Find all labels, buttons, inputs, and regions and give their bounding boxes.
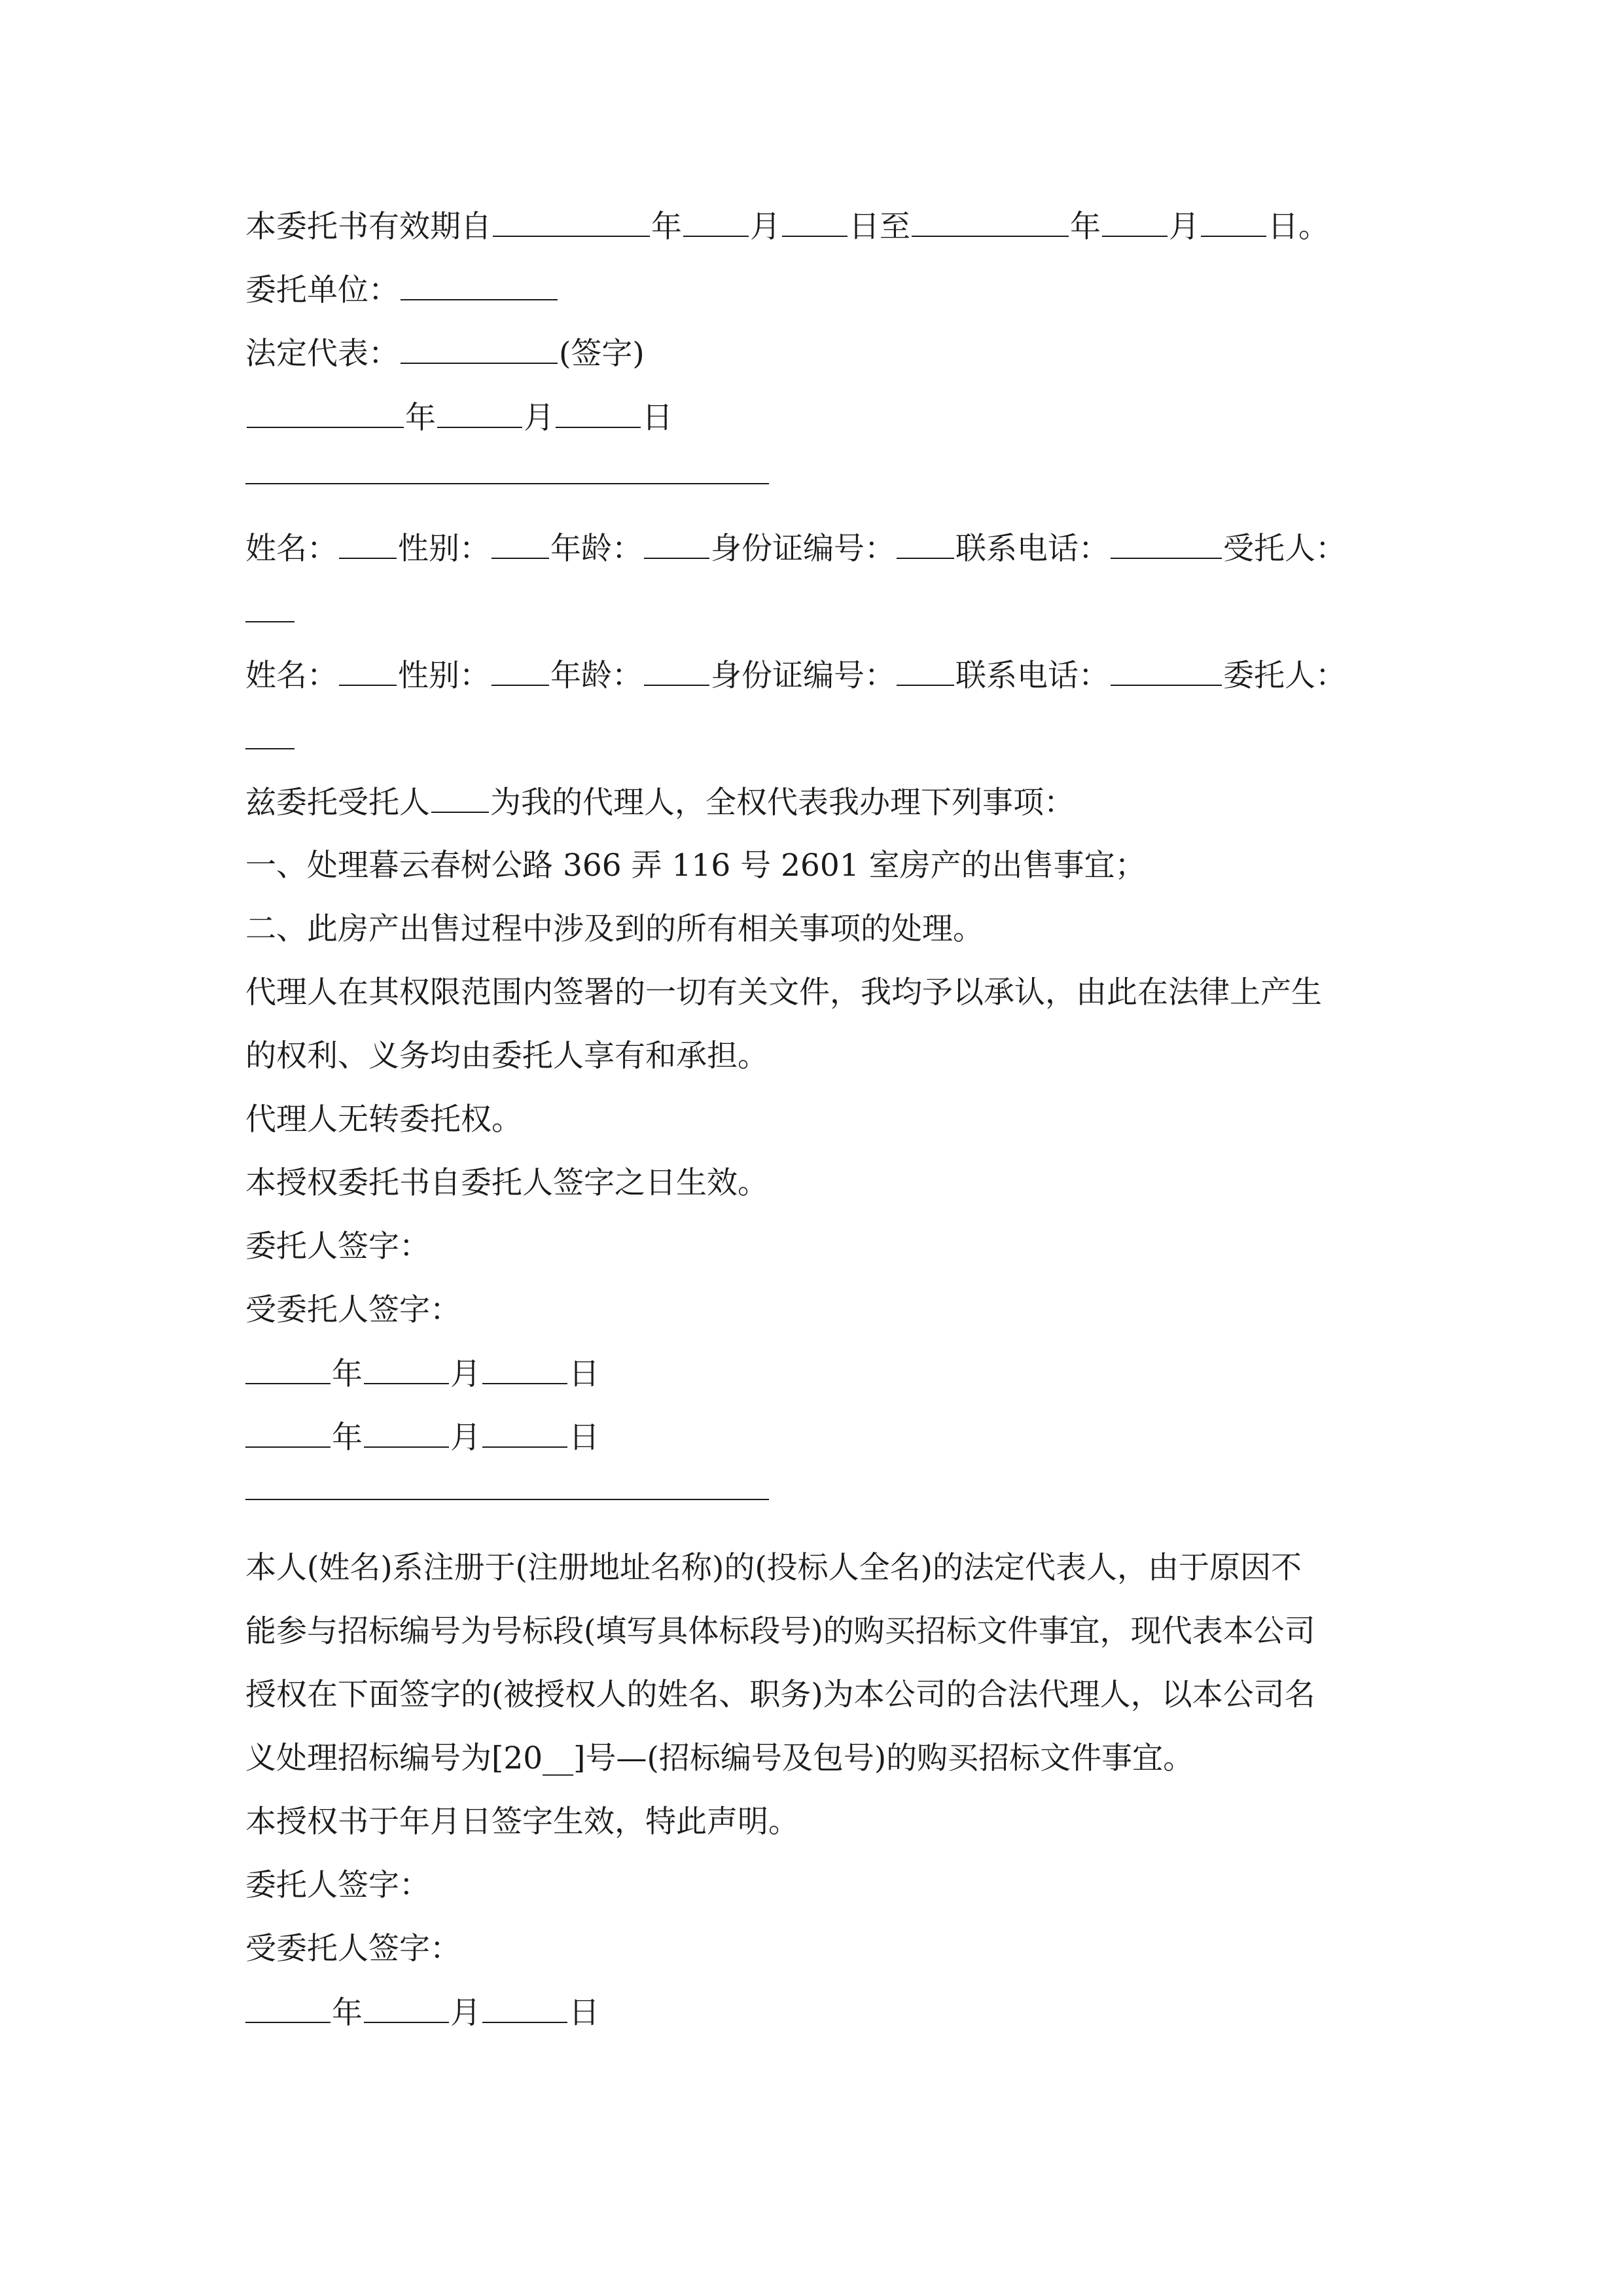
tender-paragraph-line: 本人(姓名)系注册于(注册地址名称)的(投标人全名)的法定代表人，由于原因不 [245,1550,1302,1586]
person-info-line [245,656,1397,696]
blank-field [493,207,650,237]
trailing-blank [245,592,1397,632]
validity-line [245,207,1397,247]
poa-effective: 本授权委托书自委托人签字之日生效。 [245,1165,768,1201]
date-line [245,1354,1397,1394]
month-label: 月 [750,209,781,245]
tender-effective: 本授权书于年月日签字生效，特此声明。 [245,1804,799,1840]
blank-field [1111,656,1222,686]
blank-field [644,656,709,686]
blank-field [897,529,954,559]
gender-label: 性别： [398,531,490,567]
id-label: 身份证编号： [711,658,895,694]
day-label: 日 [569,1995,599,2031]
blank-field [339,529,397,559]
legal-rep-line [245,334,1397,374]
blank-field [364,1993,449,2023]
blank-field [897,656,954,686]
blank-field [364,1354,449,1384]
poa-item-1: 一、处理暮云春树公路 366 弄 116 号 2601 室房产的出售事宜； [245,848,1146,884]
blank-field [245,1993,330,2023]
id-label: 身份证编号： [711,531,895,567]
blank-field [401,334,558,364]
blank-field [491,656,549,686]
day-end-label: 日。 [1268,209,1329,245]
month-label: 月 [450,1356,481,1392]
entrust-unit-line [245,270,1397,310]
trailing-blank [245,719,1397,759]
poa-intro-suffix: 为我的代理人，全权代表我办理下列事项： [490,785,1075,821]
poa-no-transfer: 代理人无转委托权。 [245,1102,522,1138]
phone-label: 联系电话： [955,531,1109,567]
blank-field [339,656,397,686]
date-line [245,1993,1397,2033]
date-line [245,1418,1397,1458]
principal-sign-label: 委托人签字： [245,1229,430,1265]
year-label: 年 [332,1420,363,1456]
blank-field [644,529,709,559]
legal-rep-label: 法定代表： [245,336,399,372]
person-info-line [245,529,1397,569]
day-label: 日 [569,1356,599,1392]
blank-field [431,783,489,813]
blank-field [782,207,847,237]
year-label: 年 [332,1356,363,1392]
year-label: 年 [332,1995,363,2031]
age-label: 年龄： [550,531,643,567]
year-label: 年 [1070,209,1101,245]
principal-label: 委托人： [1223,658,1346,694]
blank-field [1111,529,1222,559]
agent-label: 受托人： [1223,531,1346,567]
poa-paragraph-line: 代理人在其权限范围内签署的一切有关文件，我均予以承认，由此在法律上产生 [245,975,1322,1011]
validity-prefix: 本委托书有效期自 [245,209,491,245]
blank-field [245,592,294,622]
poa-intro-prefix: 兹委托受托人 [245,785,430,821]
month-label: 月 [450,1995,481,2031]
sign-note: (签字) [559,336,645,372]
tender-paragraph-line: 授权在下面签字的(被授权人的姓名、职务)为本公司的合法代理人，以本公司名 [245,1677,1315,1713]
poa-item-2: 二、此房产出售过程中涉及到的所有相关事项的处理。 [245,911,984,947]
blank-field [401,270,558,300]
gender-label: 性别： [398,658,490,694]
agent-sign-label: 受委托人签字： [245,1931,461,1967]
blank-field [245,719,294,749]
day-label: 日 [642,400,673,436]
blank-field [245,1418,330,1448]
year-label: 年 [651,209,682,245]
entrust-unit-label: 委托单位： [245,272,399,308]
name-label: 姓名： [245,531,338,567]
day-label: 日 [569,1420,599,1456]
principal-sign-label: 委托人签字： [245,1867,430,1903]
separator-rule [245,483,769,484]
date-line [245,398,1397,438]
blank-field [437,398,522,428]
blank-field [1102,207,1168,237]
poa-intro [245,783,1397,823]
month-label: 月 [524,400,554,436]
month-label: 月 [450,1420,481,1456]
blank-field [247,398,404,428]
month-label: 月 [1169,209,1200,245]
blank-field [556,398,641,428]
blank-field [482,1354,567,1384]
day-to-label: 日至 [849,209,910,245]
separator-rule [245,1499,769,1500]
blank-field [364,1418,449,1448]
blank-field [482,1418,567,1448]
agent-sign-label: 受委托人签字： [245,1292,461,1328]
blank-field [683,207,749,237]
name-label: 姓名： [245,658,338,694]
blank-field [1201,207,1266,237]
blank-field [491,529,549,559]
blank-field [482,1993,567,2023]
tender-paragraph-line: 义处理招标编号为[20__]号—(招标编号及包号)的购买招标文件事宜。 [245,1740,1194,1776]
blank-field [912,207,1069,237]
poa-paragraph-line: 的权利、义务均由委托人享有和承担。 [245,1038,768,1074]
phone-label: 联系电话： [955,658,1109,694]
blank-field [245,1354,330,1384]
age-label: 年龄： [550,658,643,694]
tender-paragraph-line: 能参与招标编号为号标段(填写具体标段号)的购买招标文件事宜，现代表本公司 [245,1613,1315,1649]
year-label: 年 [405,400,436,436]
